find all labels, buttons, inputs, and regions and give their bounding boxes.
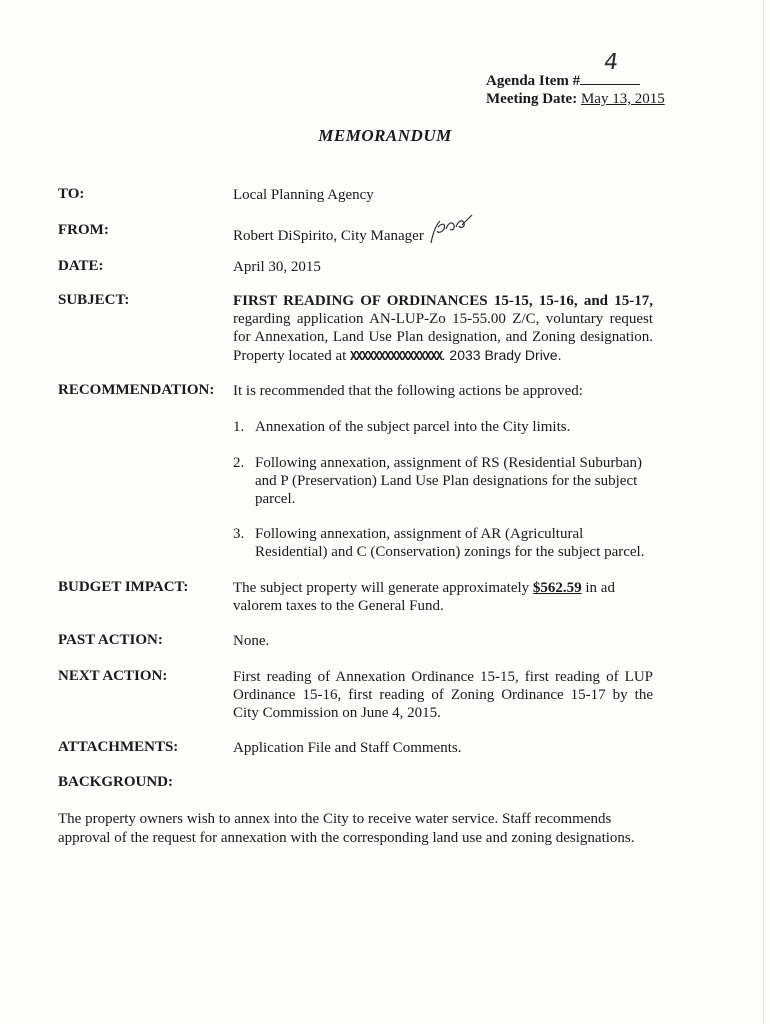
agenda-item-row — [486, 50, 665, 90]
past-action-value: None. — [233, 633, 270, 649]
recommendation-item — [233, 525, 653, 561]
budget-text-post: in ad valorem taxes to the General Fund. — [233, 580, 615, 614]
date-value: April 30, 2015 — [233, 259, 321, 275]
list-item-number: 2. — [233, 455, 245, 471]
meeting-date-value: May 13, 2015 — [580, 91, 665, 107]
recommendation-item — [233, 418, 653, 436]
scan-edge — [763, 0, 764, 1024]
header-block — [486, 50, 665, 108]
subject-body: regarding application AN-LUP-Zo 15-55.00 Z/C, voluntary request for Annexation, Land Use Plan designation, and Zoning designation. Property located at — [233, 311, 653, 364]
past-action-label: PAST ACTION: — [58, 632, 163, 648]
recommendation-label: RECOMMENDATION: — [58, 382, 215, 398]
budget-amount: $562.59 — [532, 580, 582, 596]
budget-text-pre: The subject property will generate approximately — [233, 580, 533, 596]
list-item-text: Annexation of the subject parcel into the City limits. — [255, 419, 571, 435]
from-label: FROM: — [58, 222, 109, 238]
memo-title: MEMORANDUM — [318, 126, 452, 145]
attachments-value: Application File and Staff Comments. — [233, 740, 462, 756]
meeting-date-label: Meeting Date: — [486, 91, 578, 107]
date-label: DATE: — [58, 258, 104, 274]
to-label: TO: — [58, 186, 85, 202]
meeting-date-row — [486, 90, 665, 108]
recommendation-item — [233, 454, 653, 508]
subject-address: . 2033 Brady Drive. — [441, 347, 562, 363]
subject-value — [233, 292, 653, 365]
subject-label: SUBJECT: — [58, 292, 130, 308]
recommendation-intro: It is recommended that the following actions be approved: — [233, 383, 583, 399]
list-item-text: Following annexation, assignment of RS (Residential Suburban) and P (Preservation) Land Use Plan designations for the subject parcel. — [255, 455, 643, 507]
subject-heading: FIRST READING OF ORDINANCES 15-15, 15-16, and 15-17, — [233, 293, 653, 309]
list-item-number: 3. — [233, 526, 245, 542]
budget-value — [233, 579, 653, 615]
list-item-number: 1. — [233, 419, 245, 435]
attachments-label: ATTACHMENTS: — [58, 739, 179, 755]
to-value: Local Planning Agency — [233, 187, 374, 203]
subject-redacted: XXXXXXXXXXXXXXXX — [350, 349, 442, 363]
next-action-value: First reading of Annexation Ordinance 15-15, first reading of LUP Ordinance 15-16, first reading of Zoning Ordinance 15-17 by the City Commission on June 4, 2015. — [233, 669, 653, 721]
background-value: The property owners wish to annex into the City to receive water service. Staff recommends approval of the request for annexation with the corresponding land use and zoning designations. — [58, 811, 635, 846]
agenda-item-label: Agenda Item # — [486, 73, 581, 89]
from-row — [233, 213, 653, 260]
agenda-item-line — [580, 50, 640, 85]
initials-signature — [428, 213, 474, 260]
budget-label: BUDGET IMPACT: — [58, 579, 189, 595]
from-value: Robert DiSpirito, City Manager — [233, 227, 424, 244]
list-item-text: Following annexation, assignment of AR (Agricultural Residential) and C (Conservation) zonings for the subject parcel. — [255, 526, 645, 560]
background-label: BACKGROUND: — [58, 774, 173, 790]
agenda-item-number: 4 — [602, 50, 620, 75]
next-action-label: NEXT ACTION: — [58, 668, 168, 684]
